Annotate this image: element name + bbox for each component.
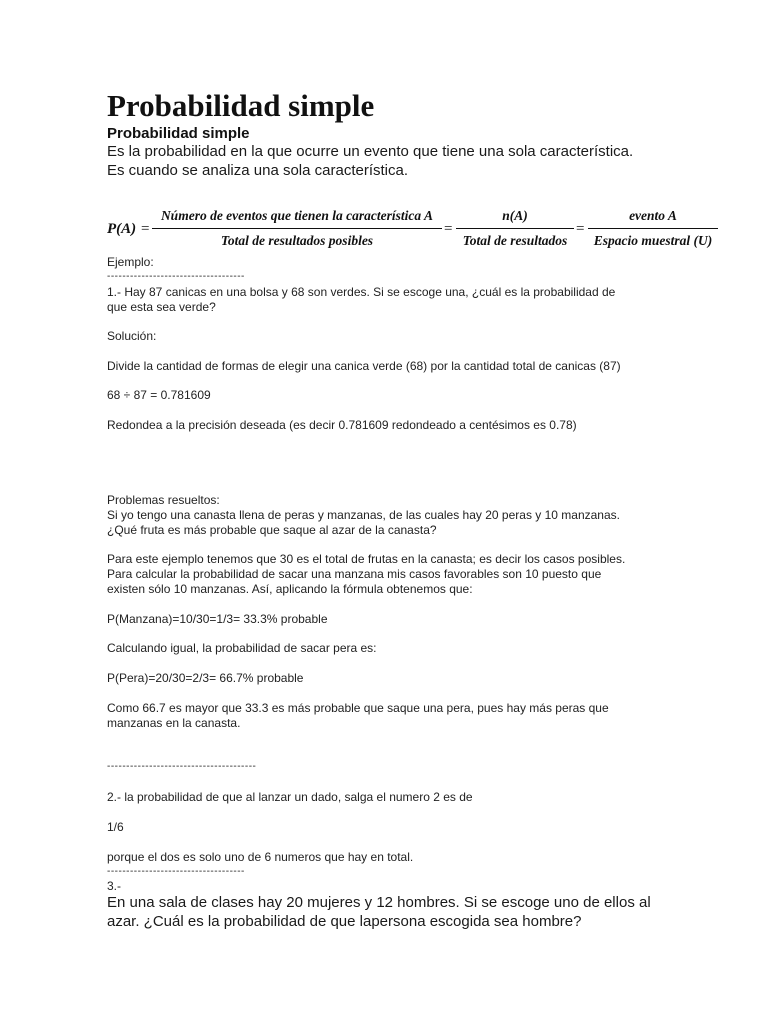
formula-lhs: P(A) [107, 221, 137, 237]
solution-step: Divide la cantidad de formas de elegir una canica verde (68) por la cantidad total de canicas (87) [107, 359, 621, 373]
divider: --------------------------------------- [107, 761, 257, 772]
fraction-bar [588, 228, 718, 229]
intro-line: Es la probabilidad en la que ocurre un evento que tiene una sola característica. [107, 143, 634, 160]
formula-fraction-3 [588, 206, 718, 251]
probability-result: P(Pera)=20/30=2/3= 66.7% probable [107, 671, 304, 685]
answer-text: 1/6 [107, 820, 124, 834]
problem-text: En una sala de clases hay 20 mujeres y 12 hombres. Si se escoge uno de ellos al [107, 894, 651, 911]
problem-number: 3.- [107, 879, 122, 893]
solution-step: Redondea a la precisión deseada (es decir 0.781609 redondeado a centésimos es 0.78) [107, 418, 577, 432]
fraction-denominator: Espacio muestral (U) [593, 233, 713, 248]
explanation-text: existen sólo 10 manzanas. Así, aplicando la fórmula obtenemos que: [107, 582, 473, 596]
solution-label: Solución: [107, 329, 157, 343]
formula-fraction-1 [152, 206, 442, 251]
problem-text: que esta sea verde? [107, 300, 216, 314]
example-label: Ejemplo: [107, 255, 154, 269]
formula-equals: = [444, 221, 453, 237]
conclusion-text: Como 66.7 es mayor que 33.3 es más probable que saque una pera, pues hay más peras que [107, 701, 609, 715]
fraction-denominator: Total de resultados posibles [220, 233, 374, 248]
conclusion-text: manzanas en la canasta. [107, 716, 241, 730]
intro-line: Es cuando se analiza una sola característica. [107, 162, 409, 179]
formula-fraction-2 [456, 206, 574, 251]
explanation-text: Para este ejemplo tenemos que 30 es el total de frutas en la canasta; es decir los casos posibles. [107, 552, 626, 566]
explanation-text: Calculando igual, la probabilidad de sacar pera es: [107, 641, 377, 655]
solved-label: Problemas resueltos: [107, 493, 220, 507]
problem-text: ¿Qué fruta es más probable que saque al azar de la canasta? [107, 523, 437, 537]
explanation-text: Para calcular la probabilidad de sacar una manzana mis casos favorables son 10 puesto que [107, 567, 602, 581]
fraction-bar [152, 228, 442, 229]
problem-text: 2.- la probabilidad de que al lanzar un dado, salga el numero 2 es de [107, 790, 473, 804]
probability-formula [107, 206, 719, 256]
fraction-bar [456, 228, 574, 229]
fraction-numerator: Número de eventos que tienen la característica A [160, 208, 434, 223]
fraction-numerator: evento A [629, 208, 677, 223]
divider: ------------------------------------ [107, 271, 245, 282]
problem-text: azar. ¿Cuál es la probabilidad de que lapersona escogida sea hombre? [107, 913, 582, 930]
explanation-text: porque el dos es solo uno de 6 numeros que hay en total. [107, 850, 414, 864]
section-subtitle: Probabilidad simple [107, 125, 250, 142]
formula-equals: = [576, 221, 585, 237]
formula-equals: = [141, 221, 150, 237]
probability-result: P(Manzana)=10/30=1/3= 33.3% probable [107, 612, 328, 626]
fraction-numerator: n(A) [502, 208, 528, 223]
problem-text: 1.- Hay 87 canicas en una bolsa y 68 son verdes. Si se escoge una, ¿cuál es la probabilidad de [107, 285, 616, 299]
page-title: Probabilidad simple [107, 88, 375, 123]
fraction-denominator: Total de resultados [462, 233, 568, 248]
solution-step: 68 ÷ 87 = 0.781609 [107, 388, 211, 402]
problem-text: Si yo tengo una canasta llena de peras y manzanas, de las cuales hay 20 peras y 10 manzanas. [107, 508, 620, 522]
divider: ------------------------------------ [107, 866, 245, 877]
